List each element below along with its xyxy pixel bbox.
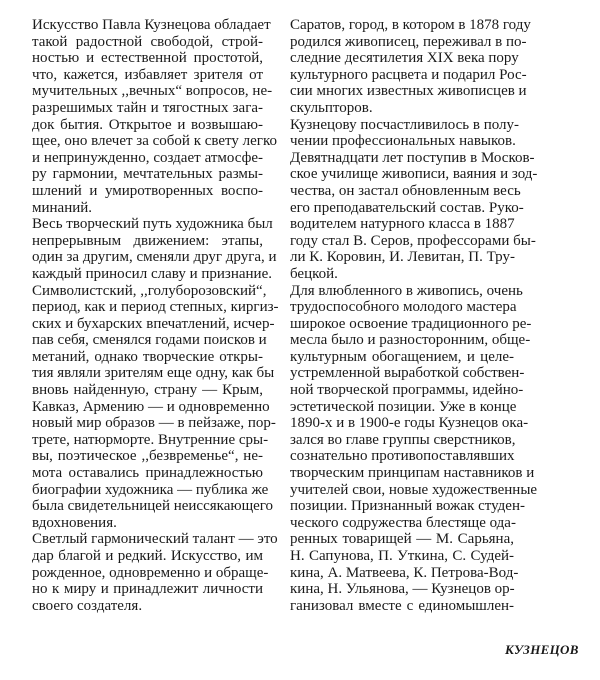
text-line: Н. Сапунова, П. Уткина, С. Судей- xyxy=(290,548,514,564)
text-line: скульпторов. xyxy=(290,99,373,116)
text-line: позиции. Признанный вожак студен- xyxy=(290,498,525,515)
text-line: вновь найденную, страну — Крым, xyxy=(32,382,263,399)
text-line: Искусство Павла Кузнецова обладает xyxy=(32,17,271,33)
text-line: месла было и разносторонним, обще- xyxy=(290,332,531,349)
text-line: новый мир образов — в пейзаже, пор- xyxy=(32,415,276,432)
text-line: культурным обогащением, и целе- xyxy=(290,348,514,365)
text-line: вы, поэтическое ,,безвременье“, не- xyxy=(32,448,263,465)
text-line: водителем натурного класса в 1887 xyxy=(290,216,515,233)
text-line: тия являли зрителям еще одну, как бы xyxy=(32,365,275,382)
text-line: ли К. Коровин, И. Левитан, П. Тру- xyxy=(290,249,515,266)
paragraph xyxy=(32,216,279,531)
text-line: и непринужденно, создает атмосфе- xyxy=(32,149,263,166)
text-line: метаний, однако творческие откры- xyxy=(32,348,263,365)
text-line: его преподавательский состав. Руко- xyxy=(290,199,524,216)
text-line: ру гармонии, мечтательных размы- xyxy=(32,166,263,183)
text-line: каждый приносил славу и признание. xyxy=(32,265,272,282)
text-line: Саратов, город, в котором в 1878 году xyxy=(290,17,531,33)
text-line: году стал В. Серов, профессорами бы- xyxy=(290,232,536,249)
text-line: трете, натюрморте. Внутренние сры- xyxy=(32,431,269,448)
text-line: ной творческой программы, идейно- xyxy=(290,382,524,399)
text-line: биографии художника — публика же xyxy=(32,481,269,498)
text-line: ганизовал вместе с единомышлен- xyxy=(290,597,514,614)
text-line: что, кажется, избавляет зрителя от xyxy=(32,66,263,83)
text-line: чении профессиональных навыков. xyxy=(290,133,516,150)
text-line: зался во главе группы сверстников, xyxy=(290,431,516,448)
text-line: следние десятилетия XIX века пору xyxy=(290,50,519,67)
text-line: учителей свои, новые художественные xyxy=(290,481,538,498)
right-column xyxy=(290,17,538,614)
text-line: непрерывным движением: этапы, xyxy=(32,232,263,249)
text-line: сознательно противопоставлявших xyxy=(290,448,515,465)
text-line: была свидетельницей неиссякающего xyxy=(32,498,274,515)
text-line: один за другим, сменяли друг друга, и xyxy=(32,249,277,266)
text-line: кина, Н. Ульянова, — Кузнецов ор- xyxy=(290,581,515,598)
paragraph xyxy=(290,17,531,117)
paragraph xyxy=(290,282,538,615)
text-line: ческого содружества блестяще ода- xyxy=(290,514,516,531)
text-line: Светлый гармонический талант — это xyxy=(32,531,278,548)
text-line: ское училище живописи, ваяния и зод- xyxy=(290,166,538,183)
text-line: но к миру и принадлежит личности xyxy=(32,581,263,598)
text-line: 1890-х и в 1900-е годы Кузнецов ока- xyxy=(290,415,529,432)
text-line: творческим принципам наставников и xyxy=(290,465,535,482)
text-line: бецкой. xyxy=(290,265,338,282)
text-line: Символистский, ,,голуборозовский“, xyxy=(32,282,267,299)
text-line: рожденное, одновременно и обраще- xyxy=(32,564,269,581)
text-line: кина, А. Матвеева, К. Петрова-Вод- xyxy=(290,564,519,581)
text-line: мучительных ,,вечных“ вопросов, не- xyxy=(32,83,273,100)
text-line: культурного расцвета и подарил Рос- xyxy=(290,66,527,83)
text-line: широкое освоение традиционного ре- xyxy=(290,315,532,332)
running-head: КУЗНЕЦОВ xyxy=(505,642,579,657)
text-line: мота оставались принадлежностью xyxy=(32,465,263,482)
paragraph xyxy=(290,116,538,283)
text-line: Кавказ, Армению — и одновременно xyxy=(32,398,270,415)
left-column xyxy=(32,17,279,614)
text-line: чества, он застал обновленным весь xyxy=(290,182,521,199)
text-line: щее, оно влечет за собой к свету легко xyxy=(32,133,277,150)
text-line: Девятнадцати лет поступив в Москов- xyxy=(290,149,535,166)
text-line: дар благой и редкий. Искусство, им xyxy=(32,548,263,564)
text-line: ностью и естественной простотой, xyxy=(32,50,263,67)
text-line: Кузнецову посчастливилось в полу- xyxy=(290,116,520,133)
text-line: ренных товарищей — М. Сарьяна, xyxy=(290,531,514,548)
text-line: сии многих известных живописцев и xyxy=(290,83,527,100)
text-line: устремленной выработкой собствен- xyxy=(290,365,525,382)
text-line: шлений и умиротворенных воспо- xyxy=(32,182,263,199)
text-line: Весь творческий путь художника был xyxy=(32,216,273,233)
text-line: период, как и период степных, киргиз- xyxy=(32,299,279,316)
text-line: ских и бухарских впечатлений, исчер- xyxy=(32,315,275,332)
text-line: такой радостной свободой, строй- xyxy=(32,33,263,50)
text-line: вдохновения. xyxy=(32,514,117,531)
text-line: минаний. xyxy=(32,199,93,216)
text-line: родился живописец, переживал в по- xyxy=(290,33,527,50)
text-line: своего создателя. xyxy=(32,597,143,614)
text-line: Для влюбленного в живопись, очень xyxy=(290,282,523,299)
paragraph xyxy=(32,17,277,216)
text-line: разрешимых тайн и тягостных зага- xyxy=(32,99,263,116)
text-line: док бытия. Открытое и возвышаю- xyxy=(32,116,263,133)
text-line: пав себя, сменялся годами поисков и xyxy=(32,332,267,349)
paragraph xyxy=(32,531,278,614)
text-line: трудоспособного молодого мастера xyxy=(290,299,517,316)
text-line: эстетической позиции. Уже в конце xyxy=(290,398,517,415)
